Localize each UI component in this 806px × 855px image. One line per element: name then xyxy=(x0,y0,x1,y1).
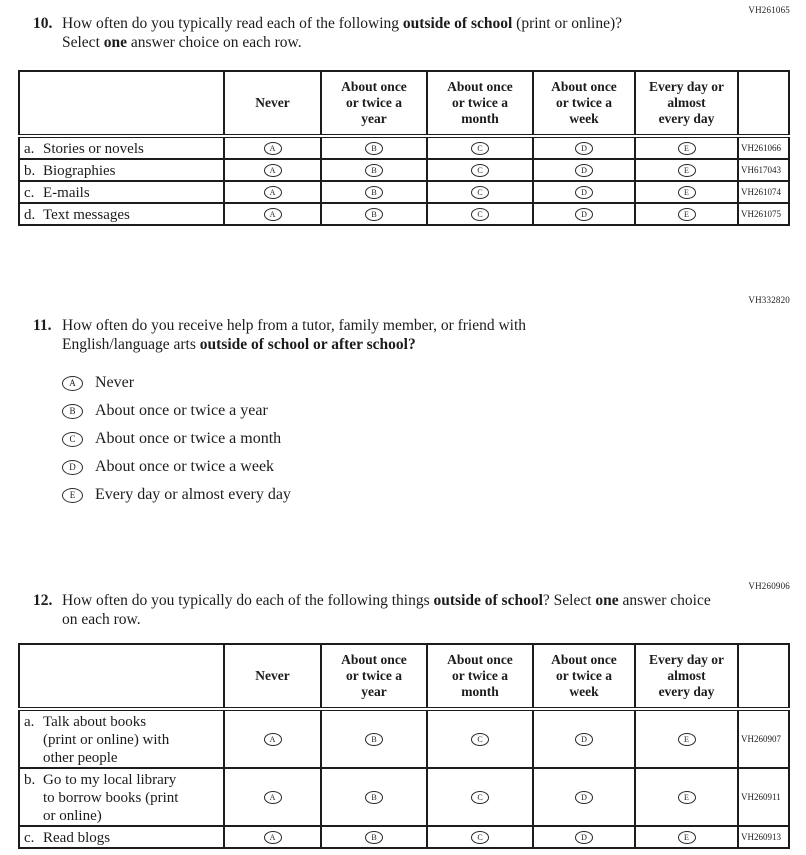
answer-cell-b xyxy=(321,136,427,159)
answer-cell-d xyxy=(533,181,635,203)
answer-cell-a xyxy=(224,768,321,826)
table1-header-never: Never xyxy=(224,71,321,136)
answer-bubble-b[interactable]: B xyxy=(365,208,383,221)
answer-bubble-a[interactable]: A xyxy=(264,831,282,844)
question-10-number: 10. xyxy=(33,15,53,32)
answer-cell-e xyxy=(635,136,738,159)
question-11 xyxy=(33,316,630,354)
row-label-cell xyxy=(19,203,224,225)
answer-bubble-c[interactable]: C xyxy=(471,831,489,844)
question-11-text: How often do you receive help from a tutor, family member, or friend with English/language arts outside of school or after school? xyxy=(62,317,527,353)
table-row-text-messages xyxy=(19,203,789,225)
table1-header-week: About once or twice a week xyxy=(533,71,635,136)
answer-bubble-c[interactable]: C xyxy=(62,432,83,447)
row-letter: b. xyxy=(24,772,36,788)
answer-cell-e xyxy=(635,203,738,225)
answer-bubble-c[interactable]: C xyxy=(471,164,489,177)
table1-header-empty xyxy=(19,71,224,136)
answer-bubble-a[interactable]: A xyxy=(264,208,282,221)
option-once-twice-month[interactable] xyxy=(62,425,291,453)
row-label: Read blogs xyxy=(43,830,111,846)
answer-bubble-e[interactable]: E xyxy=(678,791,696,804)
answer-cell-b xyxy=(321,181,427,203)
answer-bubble-e[interactable]: E xyxy=(678,186,696,199)
table-row-biographies xyxy=(19,159,789,181)
answer-cell-e xyxy=(635,159,738,181)
row-label: Stories or novels xyxy=(43,141,144,157)
question-12-answer-table xyxy=(18,643,790,849)
row-letter: a. xyxy=(24,141,35,157)
answer-cell-e xyxy=(635,181,738,203)
option-label: About once or twice a month xyxy=(95,430,282,447)
row-label-cell xyxy=(19,136,224,159)
table-row-stories-or-novels xyxy=(19,136,789,159)
answer-bubble-d[interactable]: D xyxy=(575,142,593,155)
answer-cell-b xyxy=(321,768,427,826)
answer-bubble-a[interactable]: A xyxy=(264,142,282,155)
vh-code-row: VH261066 xyxy=(738,136,789,159)
table1-header-everyday: Every day or almost every day xyxy=(635,71,738,136)
vh-code-q11: VH332820 xyxy=(748,295,790,305)
row-letter: d. xyxy=(24,207,36,223)
answer-bubble-c[interactable]: C xyxy=(471,791,489,804)
question-11-options xyxy=(62,369,291,509)
answer-bubble-b[interactable]: B xyxy=(365,164,383,177)
question-11-number: 11. xyxy=(33,317,52,334)
vh-code-row: VH260907 xyxy=(738,709,789,768)
answer-cell-a xyxy=(224,181,321,203)
table-row-read-blogs xyxy=(19,826,789,848)
row-letter: a. xyxy=(24,714,35,730)
answer-bubble-b[interactable]: B xyxy=(365,733,383,746)
vh-code-row: VH260913 xyxy=(738,826,789,848)
row-label-cell xyxy=(19,768,224,826)
row-letter: b. xyxy=(24,163,36,179)
answer-cell-c xyxy=(427,136,533,159)
vh-code-row: VH260911 xyxy=(738,768,789,826)
answer-cell-b xyxy=(321,159,427,181)
answer-cell-e xyxy=(635,768,738,826)
answer-bubble-e[interactable]: E xyxy=(678,733,696,746)
answer-bubble-a[interactable]: A xyxy=(264,164,282,177)
row-label-cell xyxy=(19,181,224,203)
answer-bubble-b[interactable]: B xyxy=(365,142,383,155)
answer-bubble-c[interactable]: C xyxy=(471,142,489,155)
table2-header-code-empty xyxy=(738,644,789,709)
answer-bubble-e[interactable]: E xyxy=(62,488,83,503)
table2-header-year: About once or twice a year xyxy=(321,644,427,709)
row-letter: c. xyxy=(24,830,35,846)
answer-bubble-d[interactable]: D xyxy=(575,733,593,746)
answer-bubble-e[interactable]: E xyxy=(678,142,696,155)
question-10-text: How often do you typically read each of the following outside of school (print or online)? Select one answer choice on each row. xyxy=(62,15,623,51)
vh-code-q10: VH261065 xyxy=(748,5,790,15)
answer-bubble-e[interactable]: E xyxy=(678,208,696,221)
answer-bubble-b[interactable]: B xyxy=(365,831,383,844)
answer-bubble-d[interactable]: D xyxy=(575,164,593,177)
table2-header-never: Never xyxy=(224,644,321,709)
table2-header-month: About once or twice a month xyxy=(427,644,533,709)
table-row-emails xyxy=(19,181,789,203)
row-label-cell xyxy=(19,709,224,768)
answer-cell-c xyxy=(427,203,533,225)
answer-cell-a xyxy=(224,203,321,225)
answer-bubble-a[interactable]: A xyxy=(264,733,282,746)
answer-cell-c xyxy=(427,826,533,848)
option-once-twice-year[interactable] xyxy=(62,397,291,425)
answer-cell-c xyxy=(427,768,533,826)
row-letter: c. xyxy=(24,185,35,201)
vh-code-row: VH261074 xyxy=(738,181,789,203)
answer-bubble-a[interactable]: A xyxy=(264,186,282,199)
option-once-twice-week[interactable] xyxy=(62,453,291,481)
table2-header-empty xyxy=(19,644,224,709)
answer-cell-d xyxy=(533,709,635,768)
question-12-text: How often do you typically do each of the following things outside of school? Select one answer choice on each row. xyxy=(62,592,711,628)
answer-bubble-d[interactable]: D xyxy=(575,791,593,804)
row-label: Text messages xyxy=(43,207,130,223)
answer-cell-d xyxy=(533,159,635,181)
answer-bubble-d[interactable]: D xyxy=(575,208,593,221)
answer-cell-e xyxy=(635,826,738,848)
option-label: Never xyxy=(95,374,135,391)
answer-cell-c xyxy=(427,709,533,768)
answer-bubble-b[interactable]: B xyxy=(365,186,383,199)
answer-cell-b xyxy=(321,826,427,848)
answer-bubble-b[interactable]: B xyxy=(365,791,383,804)
answer-cell-c xyxy=(427,181,533,203)
answer-cell-e xyxy=(635,709,738,768)
option-never[interactable] xyxy=(62,369,291,397)
answer-cell-d xyxy=(533,136,635,159)
answer-bubble-e[interactable]: E xyxy=(678,164,696,177)
answer-cell-d xyxy=(533,203,635,225)
vh-code-row: VH261075 xyxy=(738,203,789,225)
table1-header-row xyxy=(19,71,789,136)
answer-bubble-c[interactable]: C xyxy=(471,186,489,199)
table-row-go-to-library xyxy=(19,768,789,826)
answer-cell-b xyxy=(321,709,427,768)
option-label: About once or twice a year xyxy=(95,402,268,419)
answer-bubble-c[interactable]: C xyxy=(471,208,489,221)
answer-cell-a xyxy=(224,709,321,768)
question-12 xyxy=(33,591,725,629)
question-10 xyxy=(33,14,663,52)
question-12-number: 12. xyxy=(33,592,53,609)
answer-bubble-d[interactable]: D xyxy=(62,460,83,475)
answer-cell-d xyxy=(533,826,635,848)
row-label: Biographies xyxy=(43,163,116,179)
answer-cell-d xyxy=(533,768,635,826)
answer-bubble-d[interactable]: D xyxy=(575,831,593,844)
answer-bubble-a[interactable]: A xyxy=(62,376,83,391)
table-row-talk-about-books xyxy=(19,709,789,768)
answer-bubble-d[interactable]: D xyxy=(575,186,593,199)
row-label-cell xyxy=(19,826,224,848)
answer-bubble-c[interactable]: C xyxy=(471,733,489,746)
answer-bubble-b[interactable]: B xyxy=(62,404,83,419)
table1-header-year: About once or twice a year xyxy=(321,71,427,136)
option-label: About once or twice a week xyxy=(95,458,275,475)
answer-cell-a xyxy=(224,136,321,159)
answer-cell-c xyxy=(427,159,533,181)
option-every-day[interactable] xyxy=(62,481,291,509)
answer-bubble-e[interactable]: E xyxy=(678,831,696,844)
row-label: Talk about books (print or online) with other people xyxy=(43,714,170,766)
table2-header-everyday: Every day or almost every day xyxy=(635,644,738,709)
table2-header-row xyxy=(19,644,789,709)
answer-cell-b xyxy=(321,203,427,225)
vh-code-row: VH617043 xyxy=(738,159,789,181)
answer-cell-a xyxy=(224,826,321,848)
table1-header-month: About once or twice a month xyxy=(427,71,533,136)
row-label: E-mails xyxy=(43,185,90,201)
option-label: Every day or almost every day xyxy=(95,486,291,503)
table2-header-week: About once or twice a week xyxy=(533,644,635,709)
answer-cell-a xyxy=(224,159,321,181)
question-10-answer-table xyxy=(18,70,790,226)
vh-code-q12: VH260906 xyxy=(748,581,790,591)
row-label-cell xyxy=(19,159,224,181)
answer-bubble-a[interactable]: A xyxy=(264,791,282,804)
row-label: Go to my local library to borrow books (print or online) xyxy=(43,772,179,824)
table1-header-code-empty xyxy=(738,71,789,136)
